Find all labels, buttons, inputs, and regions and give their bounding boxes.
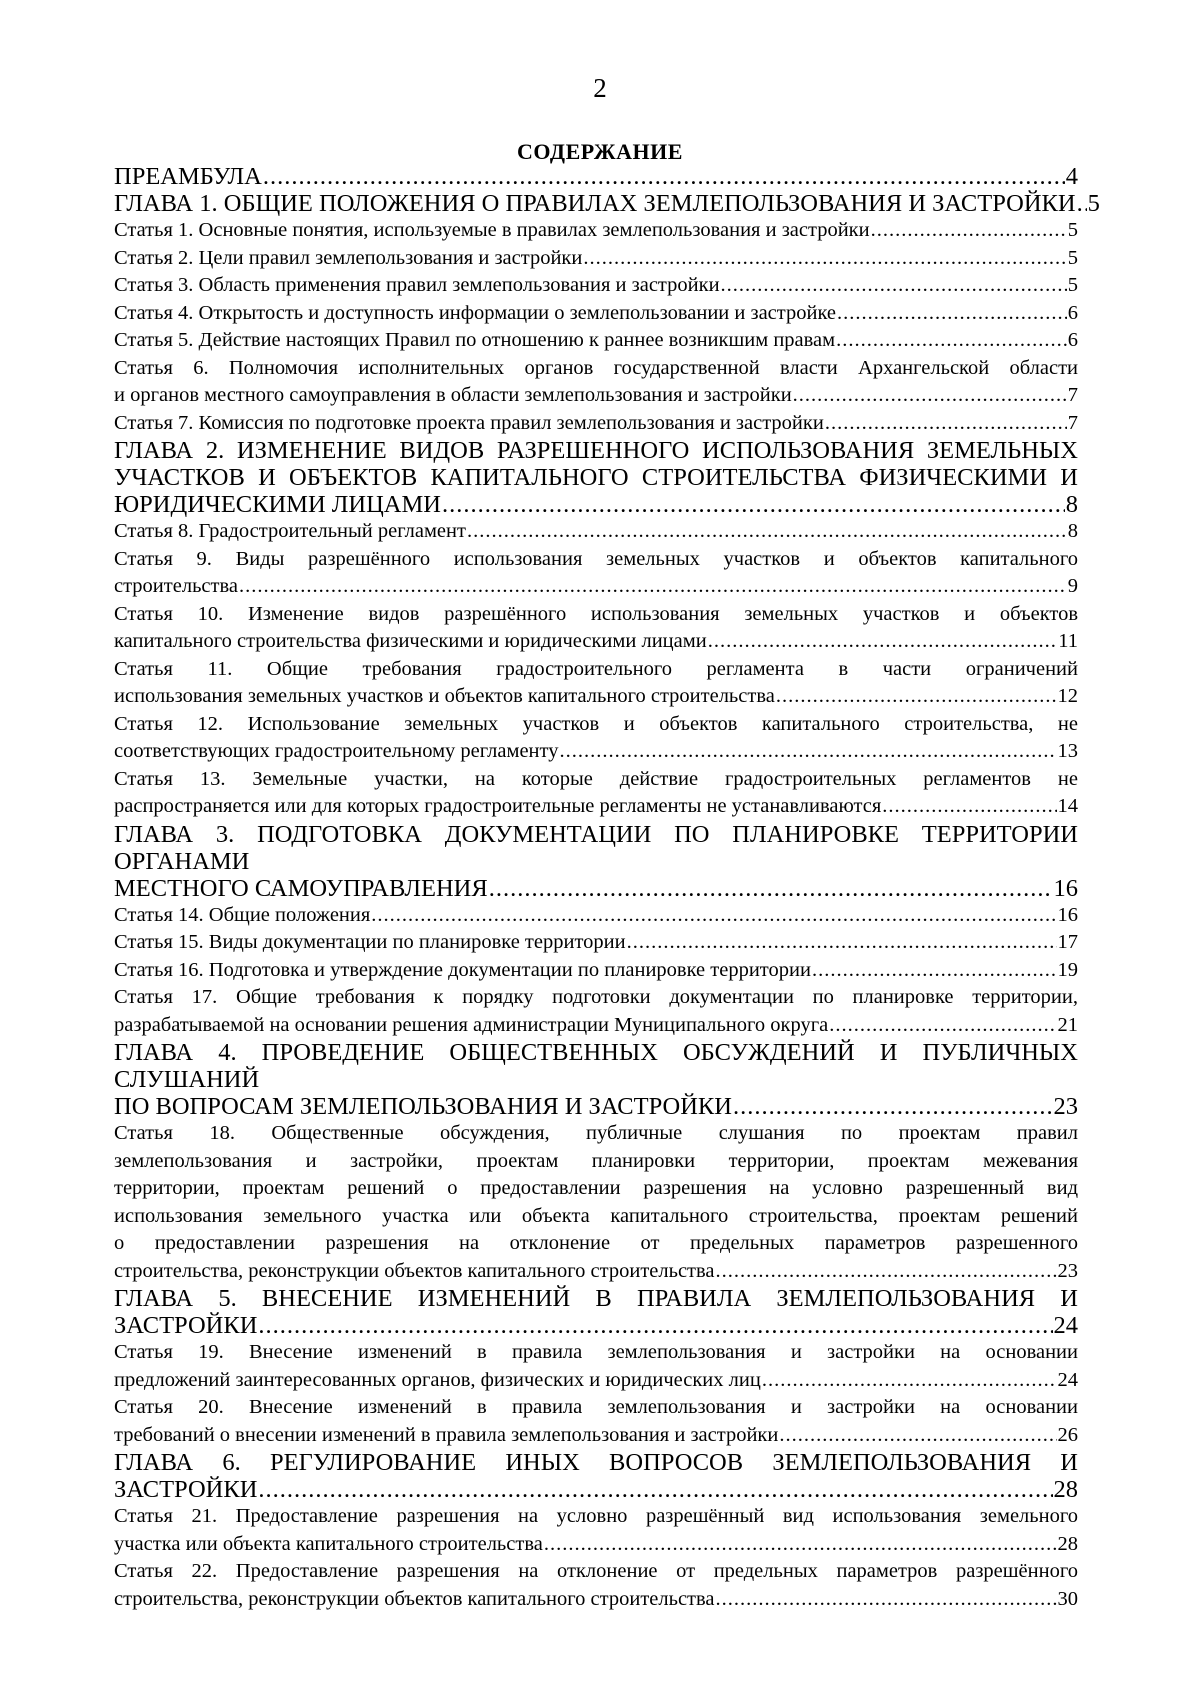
toc-entry-article[interactable] (114, 546, 1078, 601)
dot-leader (467, 518, 1067, 546)
toc-entry-final-line (114, 1012, 1078, 1040)
toc-entry-page: 16 (1053, 874, 1078, 902)
toc-entry-line: Статья 22. Предоставление разрешения на отклонение от предельных параметров разрешённого (114, 1560, 1078, 1582)
toc-entry-final-line (114, 929, 1078, 957)
dot-leader (627, 929, 1057, 957)
toc-entry-final-line (114, 327, 1078, 355)
toc-entry-page: 30 (1057, 1587, 1078, 1610)
dot-leader (871, 217, 1067, 245)
dot-leader (371, 902, 1056, 930)
dot-leader (721, 272, 1067, 300)
toc-entry-final-line (114, 875, 1078, 902)
dot-leader (489, 875, 1053, 902)
dot-leader (544, 1531, 1057, 1559)
dot-leader (812, 957, 1057, 985)
toc-entry-final-line (114, 957, 1078, 985)
toc-entry-line: ГЛАВА 2. ИЗМЕНЕНИЕ ВИДОВ РАЗРЕШЕННОГО ИСПОЛЬЗОВАНИЯ ЗЕМЕЛЬНЫХ (114, 437, 1078, 464)
toc-entry-title: Статья 5. Действие настоящих Правил по отношению к раннее возникшим правам (114, 329, 836, 351)
dot-leader (583, 245, 1066, 273)
toc-entry-title: и органов местного самоуправления в области землепользования и застройки (114, 384, 792, 406)
toc-entry-final-line (114, 683, 1078, 711)
toc-entry-page: 5 (1067, 246, 1078, 269)
dot-leader (442, 491, 1065, 518)
toc-entry-page: 17 (1057, 931, 1078, 953)
toc-entry-final-line (114, 573, 1078, 601)
dot-leader (779, 1422, 1056, 1450)
toc-entry-page: 26 (1057, 1423, 1078, 1446)
toc-entry-title: ГЛАВА 1. ОБЩИЕ ПОЛОЖЕНИЯ О ПРАВИЛАХ ЗЕМЛЕПОЛЬЗОВАНИЯ И ЗАСТРОЙКИ (114, 190, 1076, 217)
toc-entry-final-line (114, 245, 1078, 273)
toc-entry-page: 8 (1065, 491, 1078, 518)
toc-entry-title: Статья 3. Область применения правил землепользования и застройки (114, 274, 720, 296)
toc-entry-title: Статья 14. Общие положения (114, 903, 371, 926)
toc-entry-final-line (114, 1312, 1078, 1339)
toc-entry-chapter[interactable] (114, 1285, 1078, 1339)
toc-entry-title: МЕСТНОГО САМОУПРАВЛЕНИЯ (114, 874, 488, 902)
toc-entry-page: 9 (1067, 575, 1078, 597)
toc-entry-page: 19 (1057, 958, 1078, 981)
toc-entry-page: 6 (1067, 301, 1078, 324)
toc-entry-article[interactable] (114, 601, 1078, 656)
dot-leader (836, 327, 1067, 355)
toc-entry-title: Статья 7. Комиссия по подготовке проекта правил землепользования и застройки (114, 411, 824, 434)
toc-entry-title: распространяется или для которых градостроительные регламенты не устанавливаются (114, 795, 882, 817)
toc-entry-final-line (114, 518, 1078, 546)
toc-entry-page: 21 (1057, 1013, 1078, 1036)
toc-entry-page: 16 (1057, 903, 1078, 926)
toc-entry-final-line (114, 1586, 1078, 1614)
toc-entry-article[interactable] (114, 355, 1078, 410)
toc-entry-article[interactable] (114, 984, 1078, 1039)
toc-entry-line: Статья 17. Общие требования к порядку подготовки документации по планировке территории, (114, 986, 1078, 1008)
toc-entry-article[interactable] (114, 766, 1078, 821)
toc-entry-article[interactable] (114, 272, 1078, 300)
toc-entry-article[interactable] (114, 957, 1078, 985)
toc-entry-line: Статья 19. Внесение изменений в правила землепользования и застройки на основании (114, 1341, 1078, 1363)
toc-entry-article[interactable] (114, 929, 1078, 957)
toc-entry-line: Статья 9. Виды разрешённого использования земельных участков и объектов капитального (114, 547, 1078, 570)
toc-entry-article[interactable] (114, 902, 1078, 930)
toc-entry-final-line (114, 793, 1078, 821)
toc-entry-line: территории, проектам решений о предоставлении разрешения на условно разрешенный вид (114, 1177, 1078, 1199)
toc-entry-final-line (114, 1367, 1078, 1395)
toc-entry-final-line (114, 382, 1078, 410)
toc-entry-title: Статья 15. Виды документации по планировке территории (114, 931, 626, 953)
toc-entry-page: 24 (1057, 1368, 1078, 1391)
dot-leader (263, 163, 1065, 190)
toc-entry-article[interactable] (114, 217, 1078, 245)
toc-entry-final-line (114, 163, 1078, 190)
toc-entry-final-line (114, 491, 1078, 518)
toc-entry-page: 24 (1053, 1312, 1078, 1339)
table-of-contents (114, 163, 1100, 1613)
toc-entry-line: Статья 11. Общие требования градостроительного регламента в части ограничений (114, 657, 1078, 680)
toc-entry-article[interactable] (114, 1394, 1078, 1449)
toc-entry-article[interactable] (114, 1120, 1078, 1285)
toc-entry-title: ПО ВОПРОСАМ ЗЕМЛЕПОЛЬЗОВАНИЯ И ЗАСТРОЙКИ (114, 1093, 732, 1120)
toc-entry-line: УЧАСТКОВ И ОБЪЕКТОВ КАПИТАЛЬНОГО СТРОИТЕЛЬСТВА ФИЗИЧЕСКИМИ И (114, 464, 1078, 491)
toc-entry-title: Статья 16. Подготовка и утверждение документации по планировке территории (114, 958, 811, 981)
toc-entry-article[interactable] (114, 1339, 1078, 1394)
dot-leader (837, 300, 1067, 328)
toc-entry-article[interactable] (114, 410, 1078, 438)
dot-leader (825, 410, 1067, 438)
dot-leader (1077, 190, 1087, 217)
toc-entry-article[interactable] (114, 518, 1078, 546)
toc-entry-page: 28 (1053, 1476, 1078, 1503)
toc-entry-final-line (114, 272, 1078, 300)
toc-entry-final-line (114, 1258, 1078, 1286)
toc-entry-line: Статья 21. Предоставление разрешения на условно разрешённый вид использования земельного (114, 1505, 1078, 1527)
toc-entry-page: 5 (1087, 190, 1100, 217)
toc-entry-final-line (114, 190, 1100, 217)
dot-leader (733, 1093, 1053, 1120)
toc-entry-page: 12 (1057, 685, 1078, 707)
toc-entry-page: 7 (1067, 384, 1078, 406)
toc-entry-chapter[interactable] (114, 437, 1078, 518)
toc-entry-title: соответствующих градостроительному регламенту (114, 740, 559, 762)
toc-entry-line: Статья 12. Использование земельных участков и объектов капитального строительства, не (114, 712, 1078, 735)
toc-entry-title: Статья 4. Открытость и доступность информации о землепользовании и застройке (114, 301, 837, 324)
toc-entry-line: ГЛАВА 4. ПРОВЕДЕНИЕ ОБЩЕСТВЕННЫХ ОБСУЖДЕНИЙ И ПУБЛИЧНЫХ СЛУШАНИЙ (114, 1039, 1078, 1093)
toc-entry-title: ЗАСТРОЙКИ (114, 1476, 258, 1503)
toc-entry-chapter[interactable] (114, 1449, 1078, 1503)
dot-leader (258, 1476, 1052, 1503)
dot-leader (708, 628, 1058, 656)
toc-entry-line: ГЛАВА 6. РЕГУЛИРОВАНИЕ ИНЫХ ВОПРОСОВ ЗЕМЛЕПОЛЬЗОВАНИЯ И (114, 1449, 1078, 1476)
toc-entry-page: 4 (1065, 163, 1078, 190)
toc-entry-final-line (114, 1422, 1078, 1450)
toc-entry-title: разрабатываемой на основании решения администрации Муниципального округа (114, 1013, 829, 1036)
toc-entry-article[interactable] (114, 1558, 1078, 1613)
toc-entry-page: 5 (1067, 219, 1078, 241)
toc-entry-title: капитального строительства физическими и юридическими лицами (114, 630, 707, 652)
dot-leader (258, 1312, 1052, 1339)
toc-entry-title: Статья 2. Цели правил землепользования и застройки (114, 246, 583, 269)
toc-entry-final-line (114, 902, 1078, 930)
toc-entry-page: 28 (1057, 1532, 1078, 1555)
toc-entry-page: 7 (1067, 411, 1078, 434)
toc-entry-line: Статья 10. Изменение видов разрешённого использования земельных участков и объектов (114, 602, 1078, 625)
toc-entry-final-line (114, 1531, 1078, 1559)
toc-title: СОДЕРЖАНИЕ (517, 139, 683, 164)
toc-entry-chapter[interactable] (114, 821, 1078, 902)
toc-entry-title: строительства (114, 575, 238, 597)
toc-entry-page: 13 (1057, 740, 1078, 762)
toc-entry-article[interactable] (114, 300, 1078, 328)
toc-entry-final-line (114, 217, 1078, 245)
toc-entry-line: ГЛАВА 3. ПОДГОТОВКА ДОКУМЕНТАЦИИ ПО ПЛАНИРОВКЕ ТЕРРИТОРИИ ОРГАНАМИ (114, 820, 1078, 875)
dot-leader (716, 1586, 1057, 1614)
dot-leader (776, 683, 1057, 711)
toc-entry-page: 6 (1067, 329, 1078, 351)
dot-leader (716, 1258, 1057, 1286)
toc-entry-line: Статья 13. Земельные участки, на которые действие градостроительных регламентов не (114, 767, 1078, 790)
toc-entry-article[interactable] (114, 327, 1078, 355)
toc-entry-final-line (114, 1476, 1078, 1503)
toc-entry-line: о предоставлении разрешения на отклонение от предельных параметров разрешенного (114, 1232, 1078, 1254)
toc-entry-page: 5 (1067, 274, 1078, 296)
toc-entry-line: использования земельного участка или объекта капитального строительства, проектам решений (114, 1204, 1078, 1227)
toc-entry-article[interactable] (114, 656, 1078, 711)
toc-entry-line: Статья 6. Полномочия исполнительных органов государственной власти Архангельской области (114, 356, 1078, 379)
toc-entry-title: предложений заинтересованных органов, физических и юридических лиц (114, 1368, 761, 1391)
toc-entry-page: 14 (1057, 795, 1078, 817)
toc-entry-title: требований о внесении изменений в правила землепользования и застройки (114, 1423, 779, 1446)
page-number: 2 (593, 73, 607, 103)
toc-entry-page: 11 (1058, 630, 1078, 652)
toc-entry-title: ЮРИДИЧЕСКИМИ ЛИЦАМИ (114, 491, 441, 518)
toc-entry-final-line (114, 628, 1078, 656)
toc-entry-page: 23 (1057, 1259, 1078, 1282)
toc-entry-chapter[interactable] (114, 163, 1078, 190)
dot-leader (882, 793, 1056, 821)
toc-entry-final-line (114, 738, 1078, 766)
dot-leader (793, 382, 1067, 410)
toc-entry-title: ЗАСТРОЙКИ (114, 1312, 258, 1339)
toc-entry-article[interactable] (114, 711, 1078, 766)
toc-entry-title: строительства, реконструкции объектов капитального строительства (114, 1587, 715, 1610)
toc-entry-line: Статья 20. Внесение изменений в правила землепользования и застройки на основании (114, 1396, 1078, 1418)
toc-entry-article[interactable] (114, 245, 1078, 273)
toc-entry-line: землепользования и застройки, проектам планировки территории, проектам межевания (114, 1149, 1078, 1172)
toc-entry-title: использования земельных участков и объектов капитального строительства (114, 685, 775, 707)
dot-leader (239, 573, 1067, 601)
toc-entry-title: Статья 8. Градостроительный регламент (114, 520, 466, 542)
dot-leader (559, 738, 1056, 766)
toc-entry-final-line (114, 410, 1078, 438)
dot-leader (829, 1012, 1056, 1040)
toc-entry-title: Статья 1. Основные понятия, используемые в правилах землепользования и застройки (114, 219, 870, 241)
toc-entry-page: 23 (1053, 1093, 1078, 1120)
toc-entry-page: 8 (1067, 520, 1078, 542)
toc-entry-title: ПРЕАМБУЛА (114, 163, 262, 190)
toc-entry-final-line (114, 300, 1078, 328)
toc-entry-final-line (114, 1093, 1078, 1120)
dot-leader (762, 1367, 1057, 1395)
toc-entry-title: строительства, реконструкции объектов капитального строительства (114, 1259, 715, 1282)
toc-entry-chapter[interactable] (114, 190, 1100, 217)
toc-entry-line: ГЛАВА 5. ВНЕСЕНИЕ ИЗМЕНЕНИЙ В ПРАВИЛА ЗЕМЛЕПОЛЬЗОВАНИЯ И (114, 1285, 1078, 1312)
toc-entry-title: участка или объекта капитального строительства (114, 1532, 543, 1555)
toc-entry-article[interactable] (114, 1503, 1078, 1558)
toc-entry-chapter[interactable] (114, 1039, 1078, 1120)
toc-entry-line: Статья 18. Общественные обсуждения, публичные слушания по проектам правил (114, 1122, 1078, 1144)
